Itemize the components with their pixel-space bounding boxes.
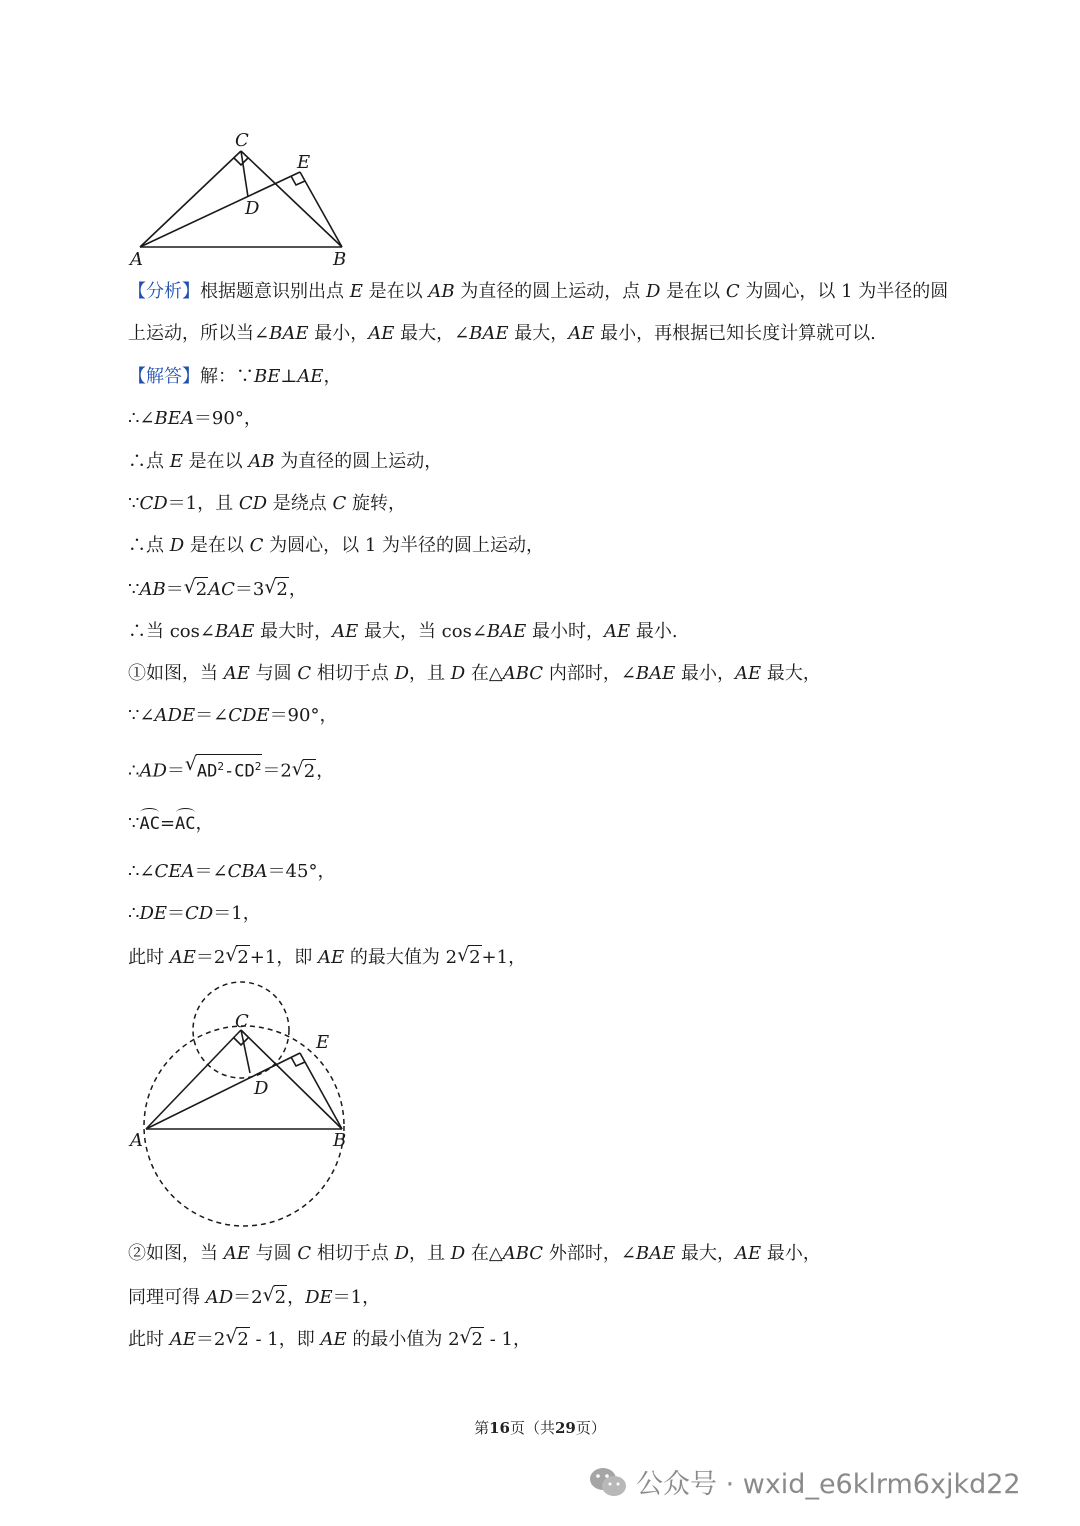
solution-line-15: ②如图，当 AE 与圆 C 相切于点 D，且 D 在△ABC 外部时，∠BAE 最大，AE 最小， bbox=[128, 1243, 821, 1264]
solution-line-3: ∴点 E 是在以 AB 为直径的圆上运动， bbox=[128, 451, 443, 472]
figure1-label-d: D bbox=[245, 198, 260, 219]
solution-line-1: 【解答】解：∵BE⊥AE， bbox=[128, 366, 342, 387]
watermark bbox=[588, 1462, 1021, 1501]
page-footer: 第16页（共29页） bbox=[474, 1419, 606, 1437]
solution-line-11: ∵AC=AC， bbox=[128, 813, 214, 834]
solution-line-14: 此时 AE＝2 √ 2+1，即 AE 的最大值为 2 √ 2+1， bbox=[128, 944, 527, 968]
analysis-line-2: 上运动，所以当∠BAE 最小，AE 最大，∠BAE 最大，AE 最小，再根据已知长度计算就可以. bbox=[128, 323, 876, 344]
figure1-label-e: E bbox=[297, 152, 311, 173]
figure1-label-c: C bbox=[235, 130, 249, 151]
page-number: 16 bbox=[489, 1419, 510, 1437]
figure2-label-d: D bbox=[254, 1078, 269, 1099]
analysis-line-1: 【分析】根据题意识别出点 E 是在以 AB 为直径的圆上运动，点 D 是在以 C 为圆心，以 1 为半径的圆 bbox=[128, 281, 949, 302]
wechat-icon bbox=[588, 1465, 628, 1499]
solution-line-10: ∴AD＝ √ $AD^2-CD^2=2$ √ 2， bbox=[128, 753, 335, 782]
solution-line-9: ∵∠ADE＝∠CDE＝90°， bbox=[128, 705, 338, 726]
figure2-label-b: B bbox=[333, 1130, 347, 1151]
solution-line-4: ∵CD＝1，且 CD 是绕点 C 旋转， bbox=[128, 493, 407, 514]
figure1-label-a: A bbox=[130, 249, 143, 270]
page-total: 29 bbox=[555, 1419, 576, 1437]
solution-line-6: ∵AB＝ √ 2AC＝3 √ 2， bbox=[128, 576, 307, 600]
figure2-label-a: A bbox=[130, 1130, 143, 1151]
solution-line-16: 同理可得 AD＝2 √ 2，DE＝1， bbox=[128, 1284, 381, 1308]
solution-line-7: ∴当 cos∠BAE 最大时，AE 最大，当 cos∠BAE 最小时，AE 最小. bbox=[128, 621, 678, 642]
solution-line-13: ∴DE＝CD＝1， bbox=[128, 903, 261, 924]
solution-line-8: ①如图，当 AE 与圆 C 相切于点 D，且 D 在△ABC 内部时，∠BAE 最小，AE 最大， bbox=[128, 663, 821, 684]
solution-line-17: 此时 AE＝2 √ 2 - 1，即 AE 的最小值为 2 √ 2 - 1， bbox=[128, 1326, 531, 1350]
figure-triangle-circles-2 bbox=[120, 975, 360, 1235]
solution-line-12: ∴∠CEA＝∠CBA＝45°， bbox=[128, 861, 336, 882]
solution-line-2: ∴∠BEA＝90°， bbox=[128, 408, 262, 429]
figure-triangle-1 bbox=[120, 125, 360, 275]
figure2-label-c: C bbox=[235, 1011, 249, 1032]
watermark-text: 公众号 · wxid_e6klrm6xjkd22 bbox=[636, 1469, 1021, 1500]
figure2-label-e: E bbox=[316, 1032, 330, 1053]
solution-line-5: ∴点 D 是在以 C 为圆心，以 1 为半径的圆上运动， bbox=[128, 535, 545, 556]
figure1-label-b: B bbox=[333, 249, 347, 270]
